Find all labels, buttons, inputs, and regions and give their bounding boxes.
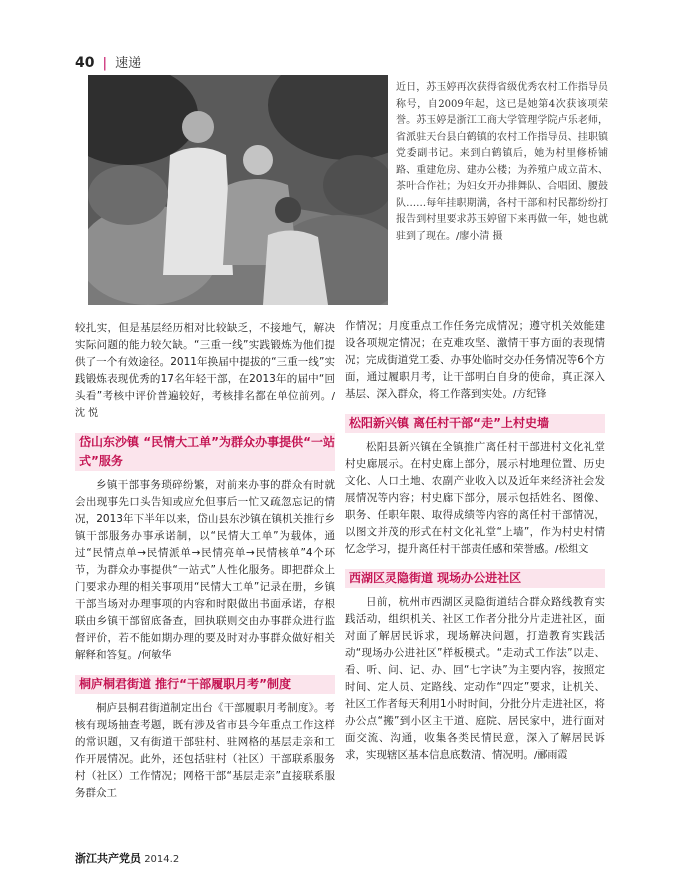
page-footer xyxy=(75,850,179,866)
page-number: 40 xyxy=(75,55,95,71)
tonglu-credit: /方纪锋 xyxy=(513,389,547,400)
article-credit-daishan: /何敏华 xyxy=(138,650,172,661)
article-credit-xihu: /郦雨霞 xyxy=(534,750,568,761)
left-column xyxy=(75,320,335,802)
photo-illustration xyxy=(88,75,388,305)
article-title-daishan: 岱山东沙镇 “民情大工单”为群众办事提供“一站式”服务 xyxy=(75,433,335,471)
article-credit-songyang: /松组文 xyxy=(555,544,589,555)
issue-number: 2014.2 xyxy=(144,854,180,865)
section-title: 速递 xyxy=(115,56,142,71)
article-body-songyang: 松阳县新兴镇在全镇推广离任村干部进村文化礼堂村史廊展示。在村史廊上部分，展示村地理位置、历史文化、人口土地、农副产业收入以及近年来经济社会发展情况等内容；村史廊下部分，展示包括姓名、图像、职务、任职年限、取得成绩等内容的离任村干部情况，以图文并茂的形式在村文化礼堂“上墙”，作为村史村情忆念学习，提升离任村干部责任感和荣誉感。/松组文 xyxy=(345,441,605,555)
magazine-logo: 浙江共产党员 xyxy=(75,852,141,865)
tonglu-continued: 作情况；月度重点工作任务完成情况；遵守机关效能建设各项规定情况；在克难攻坚、激情干事方面的表现情况；完成街道党工委、办事处临时交办任务情况等6个方面，通过履职月考，让干部明白自身的使命，真正深入基层、深入群众，将工作落到实处。/方纪锋 xyxy=(345,320,605,400)
right-column xyxy=(345,318,605,764)
photo-credit: /廖小清 摄 xyxy=(456,230,503,242)
caption-text: 近日，苏玉婷再次获得省级优秀农村工作指导员称号，自2009年起，这已是她第4次获该项荣誉。苏玉婷是浙江工商大学管理学院卢乐老师，省派驻天台县白鹤镇的农村工作指导员、挂职镇党委副书记。来到白鹤镇后，她为村里修桥铺路、重建危房、建办公楼；为养殖户成立苗木、茶叶合作社；为妇女开办排舞队、合唱团、腰鼓队……每年挂职期满，各村干部和村民都纷纷打报告到村里要求苏玉婷留下来再做一年，她也就驻到了现在。 xyxy=(396,82,608,242)
photo-caption xyxy=(396,80,608,245)
intro-paragraph: 较扎实，但是基层经历相对比较缺乏，不接地气，解决实际问题的能力较欠缺。“三重一线”实践锻炼为他们提供了一个有效途径。2011年换届中提拔的“三重一线”实践锻炼表现优秀的17名年轻干部，在2013年的届中“回头看”考核中评价普遍较好，考核排名都在单位前列。/沈 悦 xyxy=(75,322,335,419)
article-title-tonglu: 桐庐桐君街道 推行“干部履职月考”制度 xyxy=(75,675,335,694)
article-body-tonglu: 桐庐县桐君街道制定出台《干部履职月考制度》。考核有现场抽查考题，既有涉及省市县今年重点工作这样的常识题，又有街道干部驻村、驻网格的基层走亲和工作开展情况。此外，还包括驻村（社区）干部联系服务村（社区）工作情况；网格干部“基层走亲”直接联系服务群众工 xyxy=(75,702,335,799)
article-body-xihu: 日前，杭州市西湖区灵隐街道结合群众路线教育实践活动，组织机关、社区工作者分批分片走进社区，面对面了解居民诉求，现场解决问题，打造教育实践活动“现场办公进社区”样板模式。“走动式工作法”以走、看、听、问、记、办、回“七字诀”为主要内容，按照定时间、定人员、定路线、定动作“四定”要求，让机关、社区工作者每天利用1小时时间，分批分片走进社区，将办公点“搬”到小区主干道、庭院、居民家中，进行面对面交流、沟通，收集各类民情民意，深入了解居民诉求，实现辖区基本信息底数清、情况明。/郦雨霞 xyxy=(345,596,605,761)
intro-credit: /沈 悦 xyxy=(75,391,335,419)
article-title-xihu: 西湖区灵隐街道 现场办公进社区 xyxy=(345,569,605,588)
news-photo xyxy=(88,75,388,305)
page-header xyxy=(75,52,141,71)
article-title-songyang: 松阳新兴镇 离任村干部“走”上村史墙 xyxy=(345,414,605,433)
header-separator: | xyxy=(102,56,108,71)
article-body-daishan: 乡镇干部事务琐碎纷繁，对前来办事的群众有时就会出现事先口头告知或应允但事后一忙又疏忽忘记的情况，2013年下半年以来，岱山县东沙镇在镇机关推行乡镇干部服务办事承诺制，以“民情大工单”为载体，通过“民情点单→民情派单→民情亮单→民情核单”4个环节，为群众办事提供“一站式”人性化服务。即把群众上门要求办理的相关事项用“民情大工单”记录在册，乡镇干部当场对办理事项的内容和时限做出书面承诺，存根联由乡镇干部留底备查，回执联则交由办事群众进行监督评价，若不能如期办理的要及时对办事群众做好相关解释和答复。/何敏华 xyxy=(75,479,335,661)
